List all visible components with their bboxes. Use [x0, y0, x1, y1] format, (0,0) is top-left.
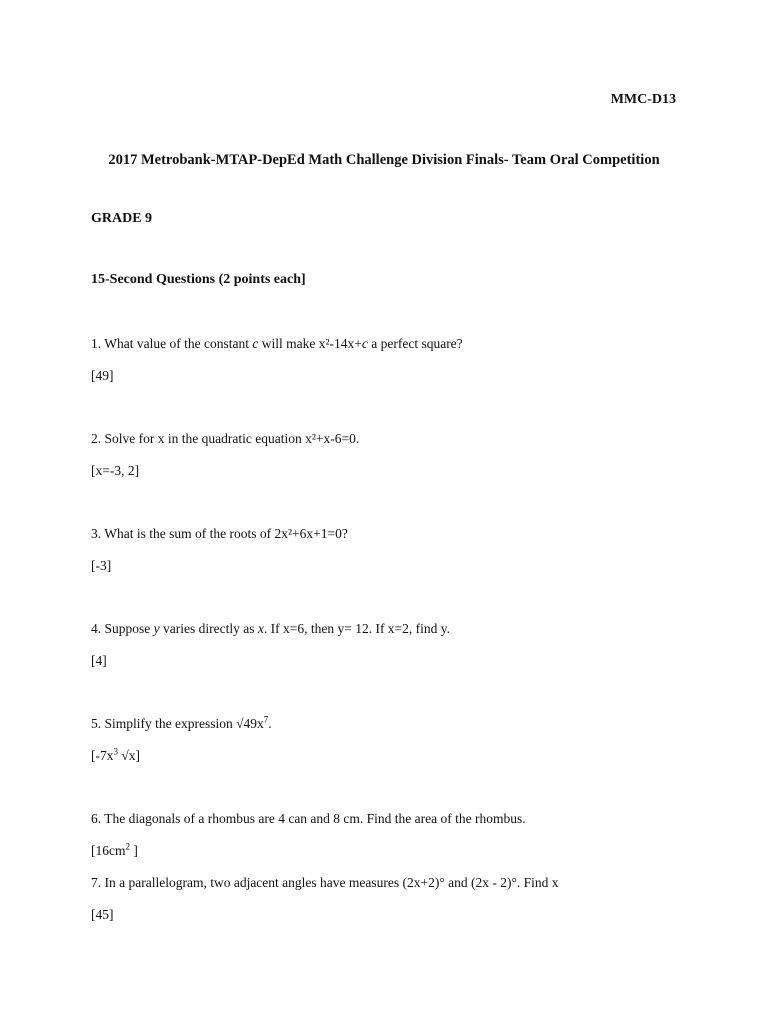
- question-7: 7. In a parallelogram, two adjacent angles have measures (2x+2)° and (2x - 2)°. Find x: [91, 875, 559, 890]
- section-heading: 15-Second Questions (2 points each]: [91, 272, 306, 287]
- question-6: 6. The diagonals of a rhombus are 4 can and 8 cm. Find the area of the rhombus.: [91, 811, 526, 826]
- answer-4: [4]: [91, 653, 107, 668]
- answer-1: [49]: [91, 368, 114, 383]
- answer-2: [x=-3, 2]: [91, 463, 140, 478]
- question-2: 2. Solve for x in the quadratic equation x²+x-6=0.: [91, 431, 360, 446]
- answer-3: [-3]: [91, 558, 112, 573]
- document-code: MMC-D13: [610, 92, 676, 107]
- grade-heading: GRADE 9: [91, 211, 153, 226]
- document-title: 2017 Metrobank-MTAP-DepEd Math Challenge Division Finals- Team Oral Competition: [108, 152, 660, 168]
- question-4: 4. Suppose y varies directly as x. If x=6, then y= 12. If x=2, find y.: [91, 621, 451, 636]
- question-5: 5. Simplify the expression $√49x^7$.: [91, 714, 272, 731]
- question-3: 3. What is the sum of the roots of 2x²+6x+1=0?: [91, 526, 348, 541]
- answer-5: [$-7x^3$ √x]: [91, 746, 141, 763]
- answer-6: [$16cm^2$ ]: [91, 841, 138, 858]
- answer-7: [45]: [91, 907, 114, 922]
- question-1: 1. What value of the constant c will make x²-14x+c a perfect square?: [91, 336, 463, 351]
